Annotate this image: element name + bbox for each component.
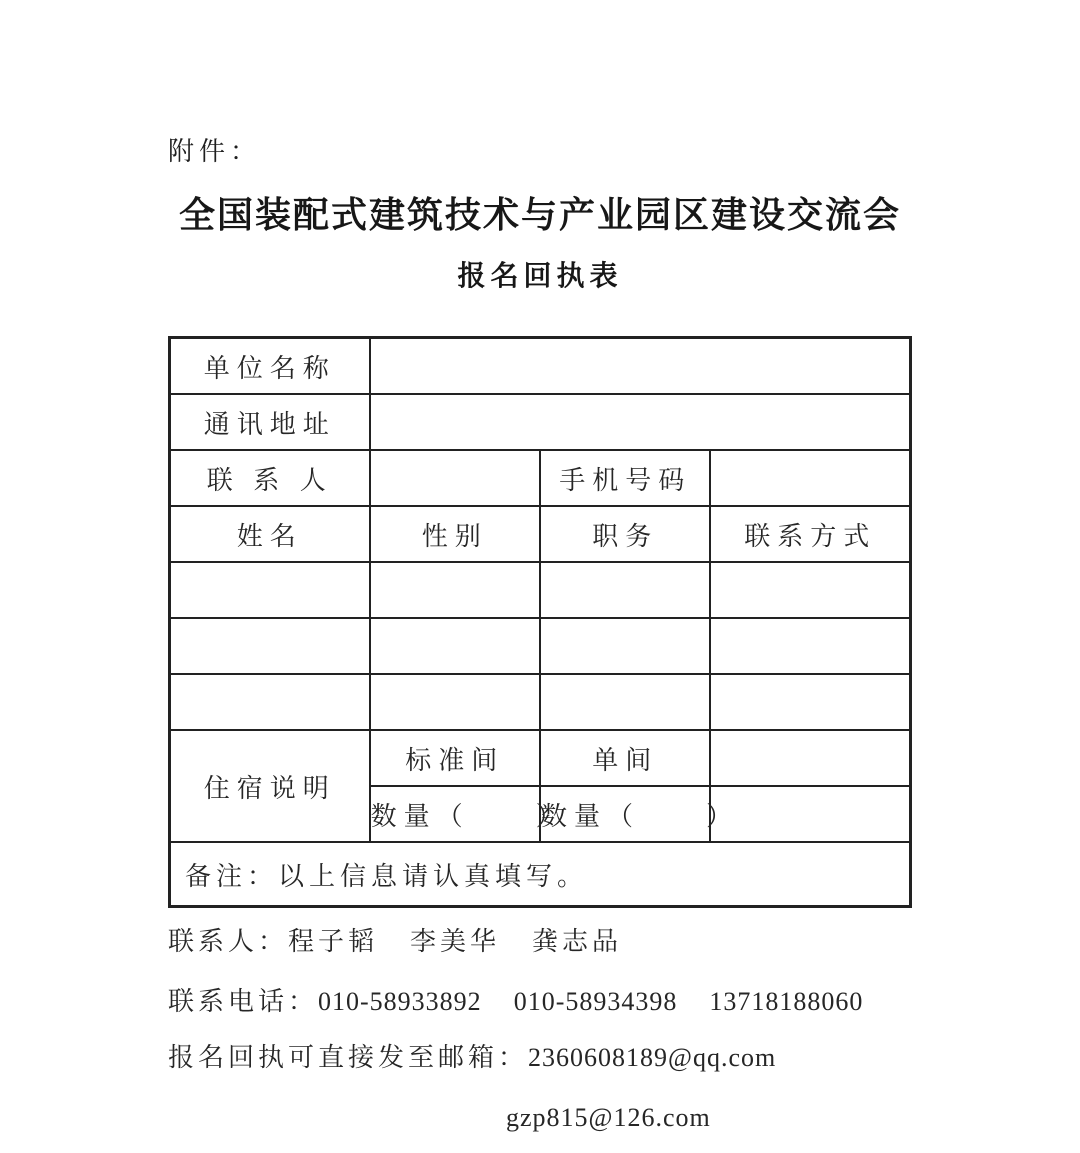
attendee-contact-cell [710,674,910,730]
contact-person-value-cell [370,450,540,506]
attendee-name-cell [170,674,370,730]
secondary-email-line [168,1100,912,1136]
contact-person-label: 联 系 人 [170,450,370,506]
table-row-room-types [170,730,911,786]
standard-room-label: 标准间 [370,730,540,786]
page-title: 全国装配式建筑技术与产业园区建设交流会 [178,194,901,235]
attendee-position-cell [540,562,710,618]
phone-number: 010-58933892 [318,987,482,1016]
standard-quantity-label: 数量（ ） [370,786,540,842]
attendee-row [170,618,911,674]
attendee-contact-cell [710,618,910,674]
phone-number: 010-58934398 [513,987,678,1016]
single-quantity-label: 数量（ ） [540,786,710,842]
table-header-row [170,506,911,562]
address-value-cell [370,394,911,450]
col-header-position: 职务 [540,506,710,562]
secondary-email: gzp815@126.com [506,1103,711,1132]
email-line [168,1040,912,1076]
room-note-cell [710,730,910,786]
attendee-contact-cell [710,562,910,618]
attendee-name-cell [170,562,370,618]
attendee-row [170,562,911,618]
attendee-gender-cell [370,562,540,618]
mobile-number-value-cell [710,450,910,506]
attendee-gender-cell [370,618,540,674]
remark-cell: 备注：以上信息请认真填写。 [170,842,911,907]
address-label: 通讯地址 [170,394,370,450]
col-header-contact-method: 联系方式 [710,506,910,562]
phone-number: 13718188060 [709,987,864,1016]
phone-label: 联系电话： [168,987,319,1016]
form-title: 报名回执表 [457,260,623,291]
attendee-position-cell [540,674,710,730]
contact-name: 程子韬 [288,927,379,956]
attendee-position-cell [540,618,710,674]
table-row-address [170,394,911,450]
contact-name: 龚志品 [532,927,623,956]
attendee-name-cell [170,618,370,674]
accommodation-label: 住宿说明 [170,730,370,842]
contact-names-label: 联系人： [168,927,289,956]
table-row-contact [170,450,911,506]
table-row-remark [170,842,911,907]
attachment-label: 附件： [168,137,262,166]
primary-email: 2360608189@qq.com [528,1043,777,1072]
unit-name-label: 单位名称 [170,338,370,395]
phone-line [168,984,912,1020]
attendee-gender-cell [370,674,540,730]
document-page [168,0,912,1136]
mobile-number-label: 手机号码 [540,450,710,506]
attendee-row [170,674,911,730]
single-room-label: 单间 [540,730,710,786]
unit-name-value-cell [370,338,911,395]
registration-table [168,336,912,908]
table-row-unit [170,338,911,395]
col-header-gender: 性别 [370,506,540,562]
col-header-name: 姓名 [170,506,370,562]
quantity-note-cell [710,786,910,842]
contact-name: 李美华 [410,927,501,956]
email-label: 报名回执可直接发至邮箱： [168,1043,529,1072]
contact-names-line [168,924,912,960]
